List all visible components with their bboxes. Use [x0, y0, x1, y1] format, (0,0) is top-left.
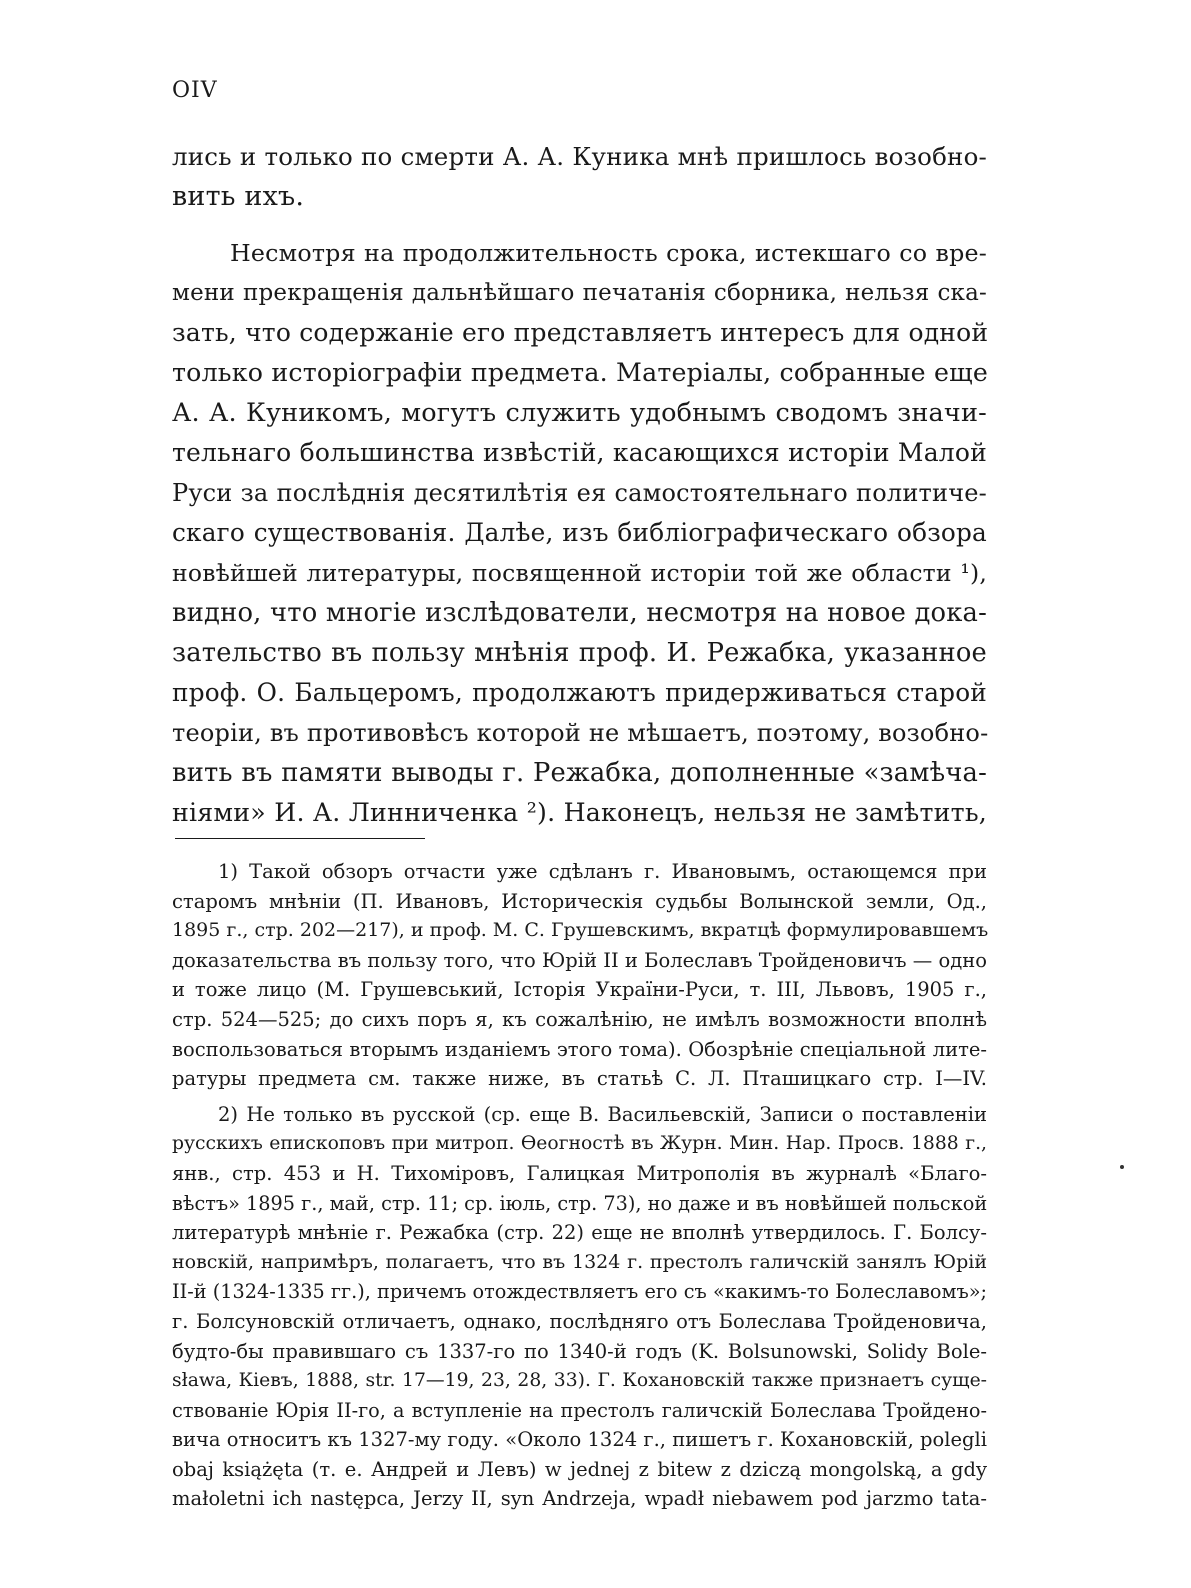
footnote-line: ратуры предмета см. также ниже, въ статьѣ С. Л. Пташицкаго стр. I—IV. [172, 1067, 987, 1091]
text-line: лись и только по смерти А. А. Куника мнѣ пришлось возобно- [172, 142, 987, 171]
text-line: вить ихъ. [172, 181, 305, 212]
text-line: Руси за послѣднія десятилѣтія ея самостоятельнаго политиче- [172, 479, 987, 507]
ink-speck [1120, 1165, 1124, 1169]
footnotes [172, 857, 987, 1514]
text-line: теоріи, въ противовѣсъ которой не мѣшаетъ, поэтому, возобно- [172, 719, 989, 747]
page-number: OIV [172, 78, 218, 103]
footnote-2 [172, 1100, 987, 1514]
text-line: новѣйшей литературы, посвященной исторіи той же области ¹), [172, 559, 987, 587]
footnote-line: obaj książęta (т. е. Андрей и Левъ) w jednej z bitew z dziczą mongolską, a gdy [172, 1457, 987, 1481]
footnote-line: воспользоваться вторымъ изданіемъ этого тома). Обозрѣніе спеціальной лите- [172, 1037, 987, 1061]
footnote-line: вича относитъ къ 1327-му году. «Около 1324 г., пишетъ г. Кохановскій, polegli [172, 1428, 987, 1452]
footnote-1 [172, 857, 987, 1094]
footnote-line: стр. 524—525; до сихъ поръ я, къ сожалѣнію, не имѣлъ возможности вполнѣ [172, 1007, 987, 1031]
text-line: ніями» И. А. Линниченка ²). Наконецъ, нельзя не замѣтить, [172, 798, 987, 827]
footnote-divider [175, 838, 425, 839]
footnote-line: 1) Такой обзоръ отчасти уже сдѣланъ г. Ивановымъ, остающемся при [218, 860, 987, 883]
footnote-line: sława, Кіевъ, 1888, str. 17—19, 23, 28, 33). Г. Кохановскій также признаетъ суще- [172, 1370, 987, 1392]
footnote-line: русскихъ епископовъ при митроп. Ѳеогностѣ въ Журн. Мин. Нар. Просв. 1888 г., [172, 1133, 987, 1155]
text-line: зательство въ пользу мнѣнія проф. И. Режабка, указанное [172, 638, 987, 668]
footnote-line: будто-бы правившаго съ 1337-го по 1340-й годъ (K. Bolsunowski, Solidy Bole- [172, 1339, 987, 1363]
text-line: тельнаго большинства извѣстій, касающихся исторіи Малой [172, 438, 987, 467]
text-line: зать, что содержаніе его представляетъ интересъ для одной [172, 318, 989, 347]
footnote-line: г. Болсуновскій отличаетъ, однако, послѣдняго отъ Болеслава Тройденовича, [172, 1309, 987, 1333]
footnote-line: старомъ мнѣніи (П. Ивановъ, Историческія судьбы Волынской земли, Од., [172, 889, 987, 913]
footnote-line: янв., стр. 453 и Н. Тихоміровъ, Галицкая Митрополія въ журналѣ «Благо- [172, 1161, 987, 1185]
footnote-line: и тоже лицо (М. Грушевський, Історія України-Руси, т. III, Львовъ, 1905 г., [172, 978, 987, 1002]
footnote-line: ствованіе Юрія II-го, а вступленіе на престолъ галичскій Болеслава Тройдено- [172, 1398, 987, 1422]
main-text [172, 137, 987, 833]
text-line: скаго существованія. Далѣе, изъ библіографическаго обзора [172, 518, 987, 547]
footnote-line: вѣстъ» 1895 г., май, стр. 11; ср. іюль, стр. 73), но даже и въ новѣйшей польской [172, 1191, 988, 1215]
text-line: Несмотря на продолжительность срока, истекшаго со вре- [230, 239, 987, 267]
text-line: проф. О. Бальцеромъ, продолжаютъ придерживаться старой [172, 678, 987, 707]
text-line: А. А. Куникомъ, могутъ служить удобнымъ сводомъ значи- [172, 398, 987, 428]
text-line: вить въ памяти выводы г. Режабка, дополненные «замѣча- [172, 758, 987, 788]
text-line: видно, что многіе изслѣдователи, несмотря на новое дока- [172, 598, 987, 628]
text-line: мени прекращенія дальнѣйшаго печатанія сборника, нельзя ска- [172, 280, 987, 306]
footnote-line: литературѣ мнѣніе г. Режабка (стр. 22) еще не вполнѣ утвердилось. Г. Болсу- [172, 1221, 987, 1245]
footnote-line: 2) Не только въ русской (ср. еще В. Васильевскій, Записи о поставленіи [218, 1102, 987, 1126]
footnote-line: małoletni ich następca, Jerzy II, syn Andrzeja, wpadł niebawem pod jarzmo tata- [172, 1487, 987, 1511]
footnote-line: доказательства въ пользу того, что Юрій II и Болеславъ Тройденовичъ — одно [172, 948, 987, 972]
footnote-line: II-й (1324-1335 гг.), причемъ отождествляетъ его съ «какимъ-то Болеславомъ»; [172, 1280, 987, 1304]
footnote-line: новскій, напримѣръ, полагаетъ, что въ 1324 г. престолъ галичскій занялъ Юрій [172, 1250, 987, 1273]
footnote-line: 1895 г., стр. 202—217), и проф. М. С. Грушевскимъ, вкратцѣ формулировавшемъ [172, 919, 989, 942]
text-line: только исторіографіи предмета. Матеріалы, собранные еще [172, 358, 988, 387]
